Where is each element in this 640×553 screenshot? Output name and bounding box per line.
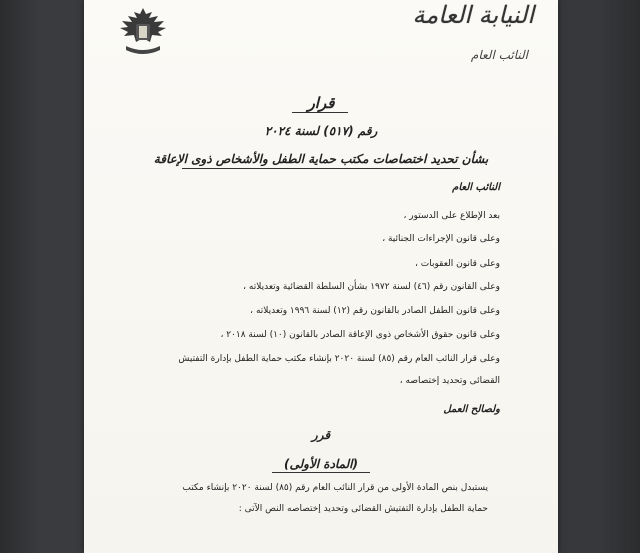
article-body-line: يستبدل بنص المادة الأولى من قرار النائب العام رقم (٨٥) لسنة ٢٠٢٠ بإنشاء مكتب xyxy=(182,483,488,493)
preamble-item: وعلى القانون رقم (٤٦) لسنة ١٩٧٢ بشأن السلطة القضائية وتعديلاته ، xyxy=(243,282,500,292)
article-body-line: حماية الطفل بإدارة التفتيش القضائى وتحديد إختصاصه النص الآتى : xyxy=(238,504,488,514)
header-title: النيابة العامة xyxy=(412,1,534,29)
subject-underline xyxy=(182,168,460,169)
preamble-item: وعلى قانون العقوبات ، xyxy=(415,259,500,269)
preamble-item: القضائى وتحديد إختصاصه ، xyxy=(399,376,500,386)
preamble-closing: ولصالح العمل xyxy=(443,404,500,415)
article-underline xyxy=(272,472,370,473)
preamble-item: بعد الإطلاع على الدستور ، xyxy=(403,211,500,221)
decree-underline xyxy=(292,112,348,113)
decree-subject: بشأن تحديد اختصاصات مكتب حماية الطفل والأشخاص ذوى الإعاقة xyxy=(153,152,489,166)
preamble-issuer: النائب العام xyxy=(452,182,500,193)
preamble-item: وعلى قانون الطفل الصادر بالقانون رقم (١٢) لسنة ١٩٩٦ وتعديلاته ، xyxy=(250,306,500,316)
preamble-item: وعلى قرار النائب العام رقم (٨٥) لسنة ٢٠٢٠ بإنشاء مكتب حماية الطفل بإدارة التفتيش xyxy=(178,354,500,364)
preamble-item: وعلى قانون حقوق الأشخاص ذوى الإعاقة الصادر بالقانون (١٠) لسنة ٢٠١٨ ، xyxy=(220,330,500,340)
header-subtitle: النائب العام xyxy=(470,48,528,62)
document-page xyxy=(84,0,558,553)
eagle-emblem-icon xyxy=(112,4,174,60)
decree-number: رقم (٥١٧) لسنة ٢٠٢٤ xyxy=(264,124,378,138)
preamble-item: وعلى قانون الإجراءات الجنائية ، xyxy=(382,234,500,244)
article-title: (المادة الأولى) xyxy=(284,457,358,471)
decree-heading: قرار xyxy=(307,94,335,112)
decided-heading: قرر xyxy=(311,428,331,442)
